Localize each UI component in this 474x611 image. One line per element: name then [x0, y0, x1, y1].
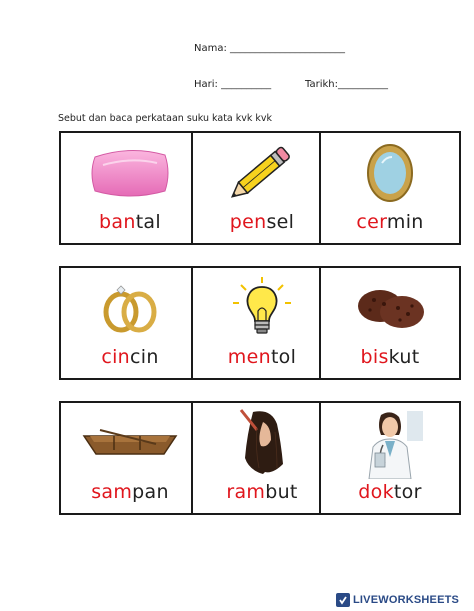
- syllable: cin: [130, 346, 159, 368]
- brand-name: LIVEWORKSHEETS: [353, 594, 460, 606]
- syllable-highlight: cer: [356, 211, 387, 233]
- liveworksheets-logo[interactable]: [336, 592, 470, 608]
- syllable: pan: [132, 481, 169, 503]
- syllable-highlight: bis: [360, 346, 389, 368]
- word-card-sampan: [59, 401, 201, 515]
- lightbulb-icon: [193, 272, 331, 344]
- rings-icon: [61, 272, 199, 344]
- syllable: min: [386, 211, 424, 233]
- syllable-highlight: men: [227, 346, 271, 368]
- word-card-cincin: [59, 266, 201, 380]
- word-card-bantal: [59, 131, 201, 245]
- syllable-highlight: ram: [226, 481, 266, 503]
- syllable: tal: [135, 211, 161, 233]
- word-card-mentol: [191, 266, 333, 380]
- hair-icon: [193, 407, 331, 479]
- syllable: sel: [266, 211, 295, 233]
- syllable-highlight: sam: [91, 481, 133, 503]
- date-field-label: Tarikh:__________: [305, 79, 388, 90]
- cookies-icon: [321, 272, 459, 344]
- mirror-icon: [321, 137, 459, 209]
- syllable: but: [265, 481, 298, 503]
- word-card-doktor: [319, 401, 461, 515]
- syllable: tol: [270, 346, 297, 368]
- boat-icon: [61, 407, 199, 479]
- day-field-label: Hari: __________: [194, 79, 272, 90]
- pencil-icon: [193, 137, 331, 209]
- syllable: tor: [393, 481, 422, 503]
- word-card-pensel: [191, 131, 333, 245]
- syllable: kut: [388, 346, 420, 368]
- doctor-icon: [321, 407, 459, 479]
- syllable-highlight: dok: [358, 481, 394, 503]
- word-card-biskut: [319, 266, 461, 380]
- pillow-icon: [61, 137, 199, 209]
- name-field-label: Nama: _______________________: [194, 43, 346, 54]
- syllable-highlight: cin: [101, 346, 130, 368]
- instruction-text: Sebut dan baca perkataan suku kata kvk kvk: [58, 113, 273, 124]
- syllable-highlight: ban: [99, 211, 136, 233]
- brand-mark-icon: [336, 593, 350, 607]
- word-card-rambut: [191, 401, 333, 515]
- syllable-highlight: pen: [229, 211, 267, 233]
- word-card-cermin: [319, 131, 461, 245]
